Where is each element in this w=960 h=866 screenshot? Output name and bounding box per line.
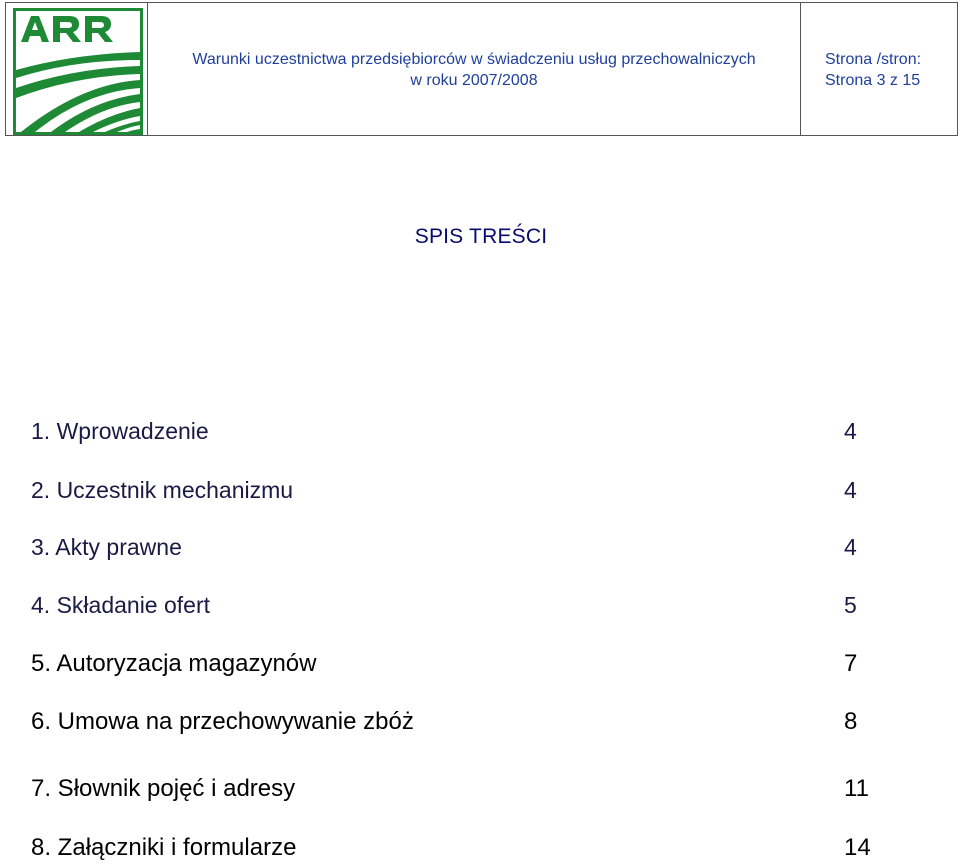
toc-entry-label: 4. Składanie ofert (31, 592, 211, 618)
logo-cell (6, 3, 148, 135)
toc-entry-page: 11 (844, 775, 869, 802)
document-title-line2: w roku 2007/2008 (410, 72, 538, 89)
toc-entry-label: 3. Akty prawne (31, 534, 182, 560)
toc-entry-page: 7 (844, 650, 858, 677)
toc-entry-label: 8. Załączniki i formularze (31, 834, 297, 861)
toc-entry-page: 4 (844, 534, 857, 560)
toc-entry-label: 5. Autoryzacja magazynów (31, 650, 317, 677)
document-title (148, 3, 801, 135)
toc-entry-label: 1. Wprowadzenie (31, 418, 209, 444)
toc-entry[interactable] (31, 477, 891, 509)
toc-entry-label: 6. Umowa na przechowywanie zbóż (31, 708, 414, 735)
toc-entry[interactable] (31, 418, 891, 450)
page-counter (801, 3, 957, 135)
toc-entry-page: 14 (844, 834, 871, 861)
page-counter-value: Strona 3 z 15 (825, 72, 921, 89)
toc-entry[interactable] (31, 592, 891, 624)
page-counter-label: Strona /stron: (825, 51, 922, 68)
toc-entry-page: 4 (844, 418, 857, 444)
toc-entry-label: 2. Uczestnik mechanizmu (31, 477, 294, 503)
document-title-line1: Warunki uczestnictwa przedsiębiorców w świadczeniu usług przechowalniczych (192, 51, 756, 68)
toc-entry-label: 7. Słownik pojęć i adresy (31, 775, 296, 802)
toc-entry[interactable] (31, 834, 891, 866)
toc-entry[interactable] (31, 775, 891, 807)
arr-logo (13, 8, 143, 135)
toc-entry[interactable] (31, 534, 891, 566)
toc-entry-page: 5 (844, 592, 857, 618)
toc-entry-page: 4 (844, 477, 857, 503)
toc-entry-page: 8 (844, 708, 858, 735)
toc-entry[interactable] (31, 708, 891, 740)
toc-heading: SPIS TREŚCI (414, 225, 548, 248)
document-header (5, 2, 958, 136)
toc-entry[interactable] (31, 650, 891, 682)
